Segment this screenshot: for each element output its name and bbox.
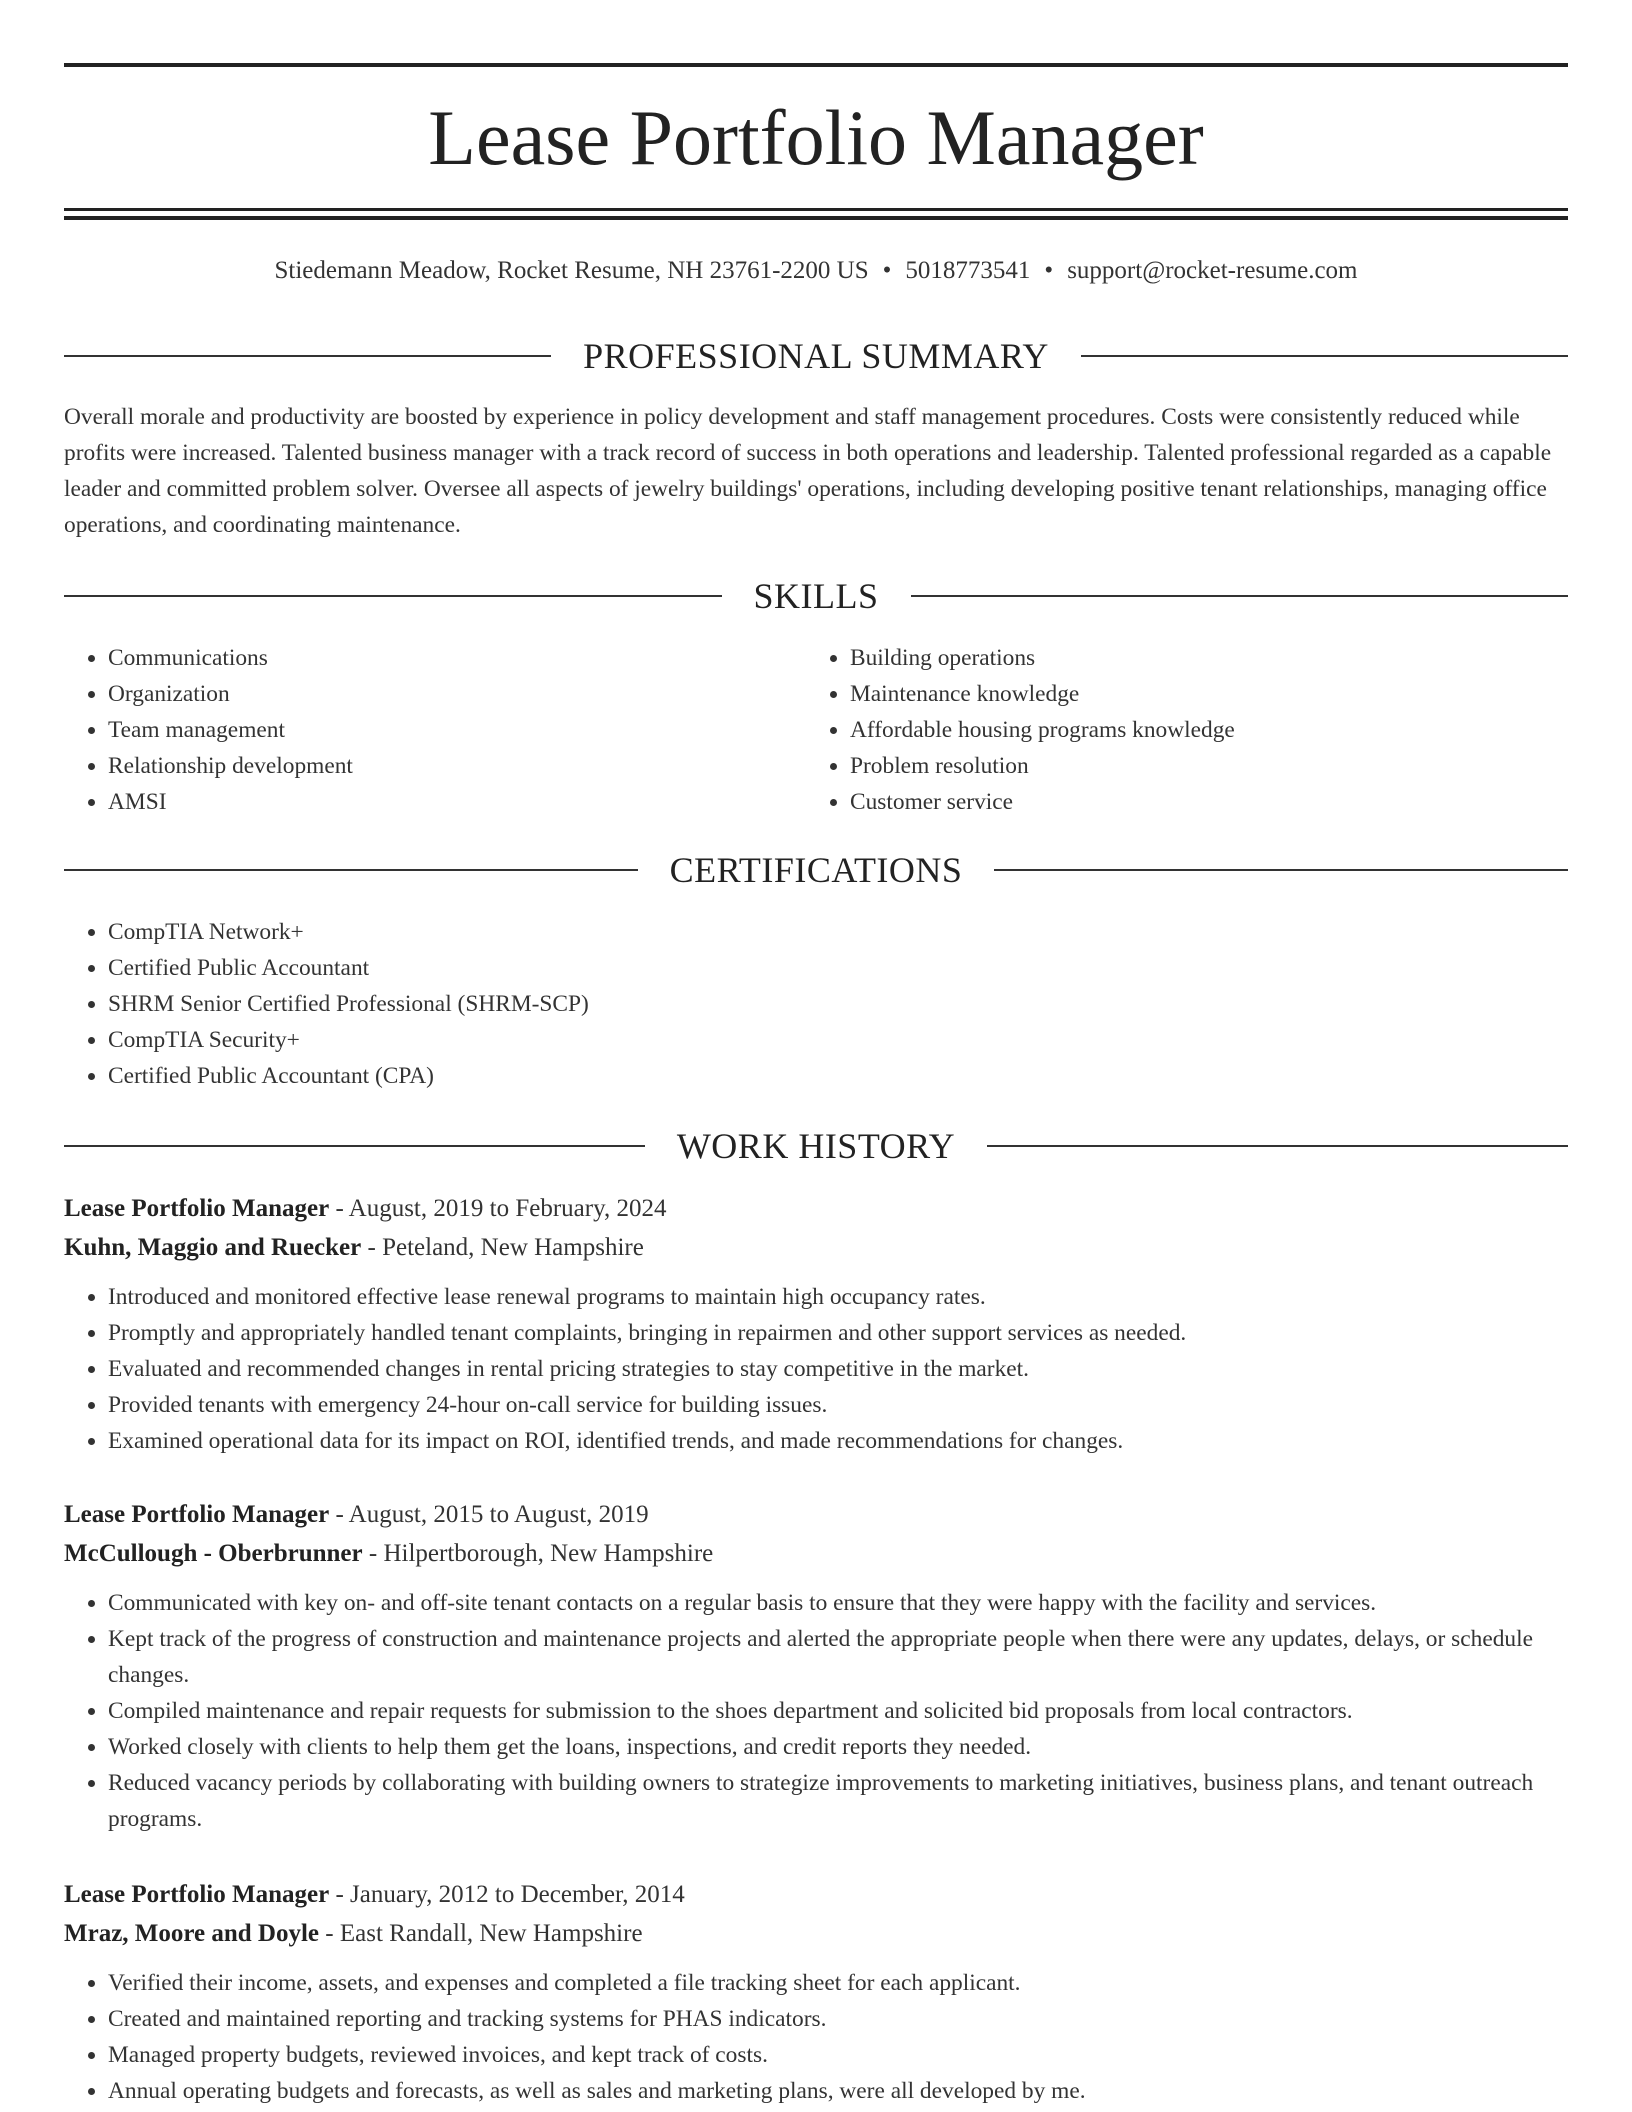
job-company-line xyxy=(64,1914,1568,1953)
list-item: • Customer service xyxy=(850,784,1568,820)
section-header-work-history xyxy=(64,1124,1568,1168)
job-title-line xyxy=(64,1875,1568,1914)
job-bullets xyxy=(64,1279,1568,1459)
resume-title: Lease Portfolio Manager xyxy=(428,94,1204,181)
list-item: • CompTIA Network+ xyxy=(108,914,1568,950)
contact-separator: • xyxy=(882,257,892,284)
job-company-line xyxy=(64,1228,1568,1267)
summary-text: Overall morale and productivity are boosted by experience in policy development and staff management procedures. Costs were consistently reduced while profits were increased. Talented business manager with a track record of success in both operations and leadership. Talented professional regarded as a capable leader and committed problem solver. Oversee all aspects of jewelry buildings' operations, including developing positive tenant relationships, managing office operations, and coordinating maintenance. xyxy=(64,404,1552,538)
section-rule-left xyxy=(64,355,551,357)
list-item: • Affordable housing programs knowledge xyxy=(850,712,1568,748)
list-item: • CompTIA Security+ xyxy=(108,1022,1568,1058)
section-rule-left xyxy=(64,869,638,871)
job-location: - Hilpertborough, New Hampshire xyxy=(362,1540,714,1567)
list-item: • Relationship development xyxy=(108,748,804,784)
list-item: • Created and maintained reporting and tracking systems for PHAS indicators. xyxy=(108,2001,1568,2037)
job-entry xyxy=(64,1875,1568,2109)
header-double-rule-upper xyxy=(64,208,1568,211)
section-rule-right xyxy=(994,869,1568,871)
job-bullets xyxy=(64,1965,1568,2109)
section-title-certifications: CERTIFICATIONS xyxy=(669,850,963,890)
list-item: • Problem resolution xyxy=(850,748,1568,784)
list-item: • Kept track of the progress of construction and maintenance projects and alerted the appropriate people when there were any updates, delays, or schedule changes. xyxy=(108,1621,1568,1693)
job-company: McCullough - Oberbrunner xyxy=(64,1540,363,1567)
list-item: • Maintenance knowledge xyxy=(850,676,1568,712)
certifications-block xyxy=(64,914,1568,1094)
section-rule-left xyxy=(64,595,722,597)
contact-email: support@rocket-resume.com xyxy=(1067,257,1358,284)
section-header-skills xyxy=(64,574,1568,618)
list-item: • Organization xyxy=(108,676,804,712)
list-item: • Communicated with key on- and off-site tenant contacts on a regular basis to ensure that they were happy with the facility and services. xyxy=(108,1585,1568,1621)
job-entry xyxy=(64,1495,1568,1837)
skills-list-left xyxy=(64,640,804,820)
section-title-work-history: WORK HISTORY xyxy=(676,1126,956,1166)
header-double-rule-lower xyxy=(64,216,1568,220)
job-dates: - August, 2015 to August, 2019 xyxy=(329,1501,649,1528)
list-item: • Introduced and monitored effective lease renewal programs to maintain high occupancy rates. xyxy=(108,1279,1568,1315)
job-title: Lease Portfolio Manager xyxy=(64,1881,330,1908)
section-rule-right xyxy=(911,595,1569,597)
contact-address: Stiedemann Meadow, Rocket Resume, NH 23761-2200 US xyxy=(274,257,869,284)
contact-line xyxy=(64,254,1568,288)
job-company: Mraz, Moore and Doyle xyxy=(64,1920,320,1947)
list-item: • Building operations xyxy=(850,640,1568,676)
job-dates: - August, 2019 to February, 2024 xyxy=(329,1195,667,1222)
skills-column-left xyxy=(64,640,804,820)
job-title-line xyxy=(64,1189,1568,1228)
list-item: • Promptly and appropriately handled tenant complaints, bringing in repairmen and other support services as needed. xyxy=(108,1315,1568,1351)
list-item: • Evaluated and recommended changes in rental pricing strategies to stay competitive in the market. xyxy=(108,1351,1568,1387)
job-location: - Peteland, New Hampshire xyxy=(361,1234,644,1261)
section-title-skills: SKILLS xyxy=(753,576,879,616)
job-dates: - January, 2012 to December, 2014 xyxy=(329,1881,685,1908)
list-item: • Team management xyxy=(108,712,804,748)
skills-column-right xyxy=(806,640,1568,820)
certifications-list xyxy=(64,914,1568,1094)
header-top-rule xyxy=(64,63,1568,67)
job-title: Lease Portfolio Manager xyxy=(64,1195,330,1222)
job-bullets xyxy=(64,1585,1568,1837)
list-item: • AMSI xyxy=(108,784,804,820)
list-item: • Compiled maintenance and repair requests for submission to the shoes department and solicited bid proposals from local contractors. xyxy=(108,1693,1568,1729)
list-item: • Certified Public Accountant xyxy=(108,950,1568,986)
section-rule-left xyxy=(64,1145,645,1147)
list-item: • Examined operational data for its impact on ROI, identified trends, and made recommendations for changes. xyxy=(108,1423,1568,1459)
list-item: • Annual operating budgets and forecasts, as well as sales and marketing plans, were all developed by me. xyxy=(108,2073,1568,2109)
job-company: Kuhn, Maggio and Ruecker xyxy=(64,1234,362,1261)
list-item: • Reduced vacancy periods by collaborating with building owners to strategize improvements to marketing initiatives, business plans, and tenant outreach programs. xyxy=(108,1765,1568,1837)
section-rule-right xyxy=(987,1145,1568,1147)
list-item: • Certified Public Accountant (CPA) xyxy=(108,1058,1568,1094)
job-location: - East Randall, New Hampshire xyxy=(319,1920,643,1947)
job-title: Lease Portfolio Manager xyxy=(64,1501,330,1528)
contact-separator: • xyxy=(1044,257,1054,284)
list-item: • Communications xyxy=(108,640,804,676)
section-title-summary: PROFESSIONAL SUMMARY xyxy=(583,336,1049,376)
section-header-summary xyxy=(64,334,1568,378)
list-item: • Managed property budgets, reviewed invoices, and kept track of costs. xyxy=(108,2037,1568,2073)
section-header-certifications xyxy=(64,848,1568,892)
job-entry xyxy=(64,1189,1568,1459)
list-item: • Provided tenants with emergency 24-hour on-call service for building issues. xyxy=(108,1387,1568,1423)
skills-list-right xyxy=(806,640,1568,820)
list-item: • SHRM Senior Certified Professional (SHRM-SCP) xyxy=(108,986,1568,1022)
job-company-line xyxy=(64,1534,1568,1573)
job-title-line xyxy=(64,1495,1568,1534)
section-rule-right xyxy=(1081,355,1568,357)
list-item: • Verified their income, assets, and expenses and completed a file tracking sheet for each applicant. xyxy=(108,1965,1568,2001)
list-item: • Worked closely with clients to help them get the loans, inspections, and credit reports they needed. xyxy=(108,1729,1568,1765)
contact-phone: 5018773541 xyxy=(905,257,1031,284)
